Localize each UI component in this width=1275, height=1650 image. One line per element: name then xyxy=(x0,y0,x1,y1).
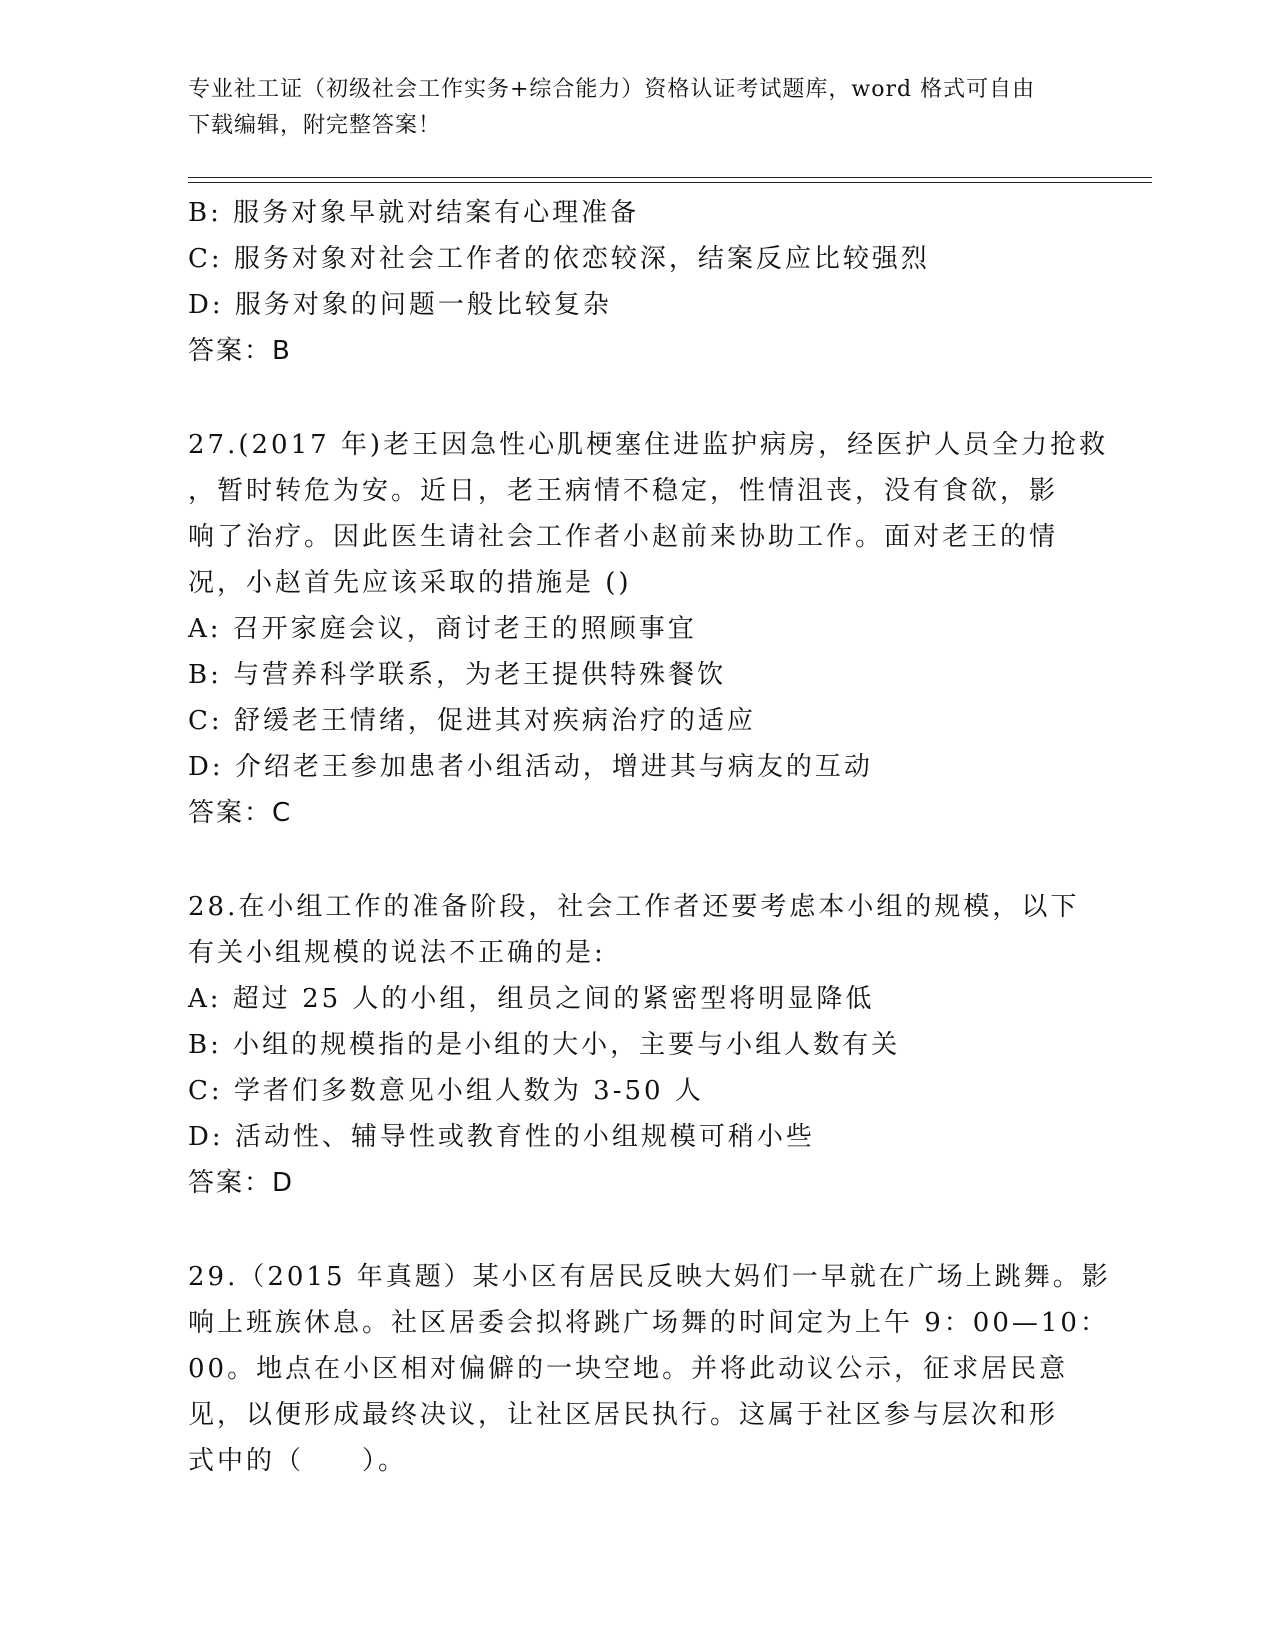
answer: 答案：C xyxy=(188,798,293,828)
question-content xyxy=(188,190,1111,1484)
option-b: B: 小组的规模指的是小组的大小，主要与小组人数有关 xyxy=(188,1030,901,1060)
question-stem-line: 29.（2015 年真题）某小区有居民反映大妈们一早就在广场上跳舞。影 xyxy=(188,1262,1111,1292)
option-c: C: 舒缓老王情绪，促进其对疾病治疗的适应 xyxy=(188,706,756,736)
document-header xyxy=(188,72,1088,144)
answer: 答案：B xyxy=(188,336,292,366)
option-c: C: 学者们多数意见小组人数为 3-50 人 xyxy=(188,1076,704,1106)
question-27 xyxy=(188,422,1109,836)
question-stem-line: 00。地点在小区相对偏僻的一块空地。并将此动议公示，征求居民意 xyxy=(188,1354,1069,1384)
header-line-1: 专业社工证（初级社会工作实务+综合能力）资格认证考试题库，word 格式可自由 xyxy=(188,77,1036,102)
question-stem-line: 响了治疗。因此医生请社会工作者小赵前来协助工作。面对老王的情 xyxy=(188,522,1059,552)
header-divider-top xyxy=(188,177,1152,178)
question-28 xyxy=(188,884,1088,1206)
question-29 xyxy=(188,1254,1111,1484)
answer: 答案：D xyxy=(188,1168,295,1198)
question-stem-line: 27.(2017 年)老王因急性心肌梗塞住进监护病房，经医护人员全力抢救 xyxy=(188,430,1109,460)
option-a: A: 超过 25 人的小组，组员之间的紧密型将明显降低 xyxy=(188,984,875,1014)
header-line-2: 下载编辑，附完整答案！ xyxy=(188,113,442,138)
question-26 xyxy=(188,190,1088,374)
question-stem-line: 况，小赵首先应该采取的措施是 () xyxy=(188,568,632,598)
question-stem-line: ，暂时转危为安。近日，老王病情不稳定，性情沮丧，没有食欲，影 xyxy=(188,476,1059,506)
question-stem-line: 式中的（ ）。 xyxy=(188,1446,408,1476)
option-d: D: 介绍老王参加患者小组活动，增进其与病友的互动 xyxy=(188,752,873,782)
question-stem-line: 响上班族休息。社区居委会拟将跳广场舞的时间定为上午 9：00—10： xyxy=(188,1308,1109,1338)
option-d: D: 服务对象的问题一般比较复杂 xyxy=(188,290,612,320)
option-c: C: 服务对象对社会工作者的依恋较深，结案反应比较强烈 xyxy=(188,244,930,274)
header-divider-bottom xyxy=(188,182,1152,183)
option-b: B: 服务对象早就对结案有心理准备 xyxy=(188,198,640,228)
option-d: D: 活动性、辅导性或教育性的小组规模可稍小些 xyxy=(188,1122,815,1152)
option-a: A: 召开家庭会议，商讨老王的照顾事宜 xyxy=(188,614,697,644)
question-stem-line: 28.在小组工作的准备阶段，社会工作者还要考虑本小组的规模，以下 xyxy=(188,892,1080,922)
option-b: B: 与营养科学联系，为老王提供特殊餐饮 xyxy=(188,660,727,690)
question-stem-line: 见，以便形成最终决议，让社区居民执行。这属于社区参与层次和形 xyxy=(188,1400,1059,1430)
question-stem-line: 有关小组规模的说法不正确的是: xyxy=(188,938,606,968)
